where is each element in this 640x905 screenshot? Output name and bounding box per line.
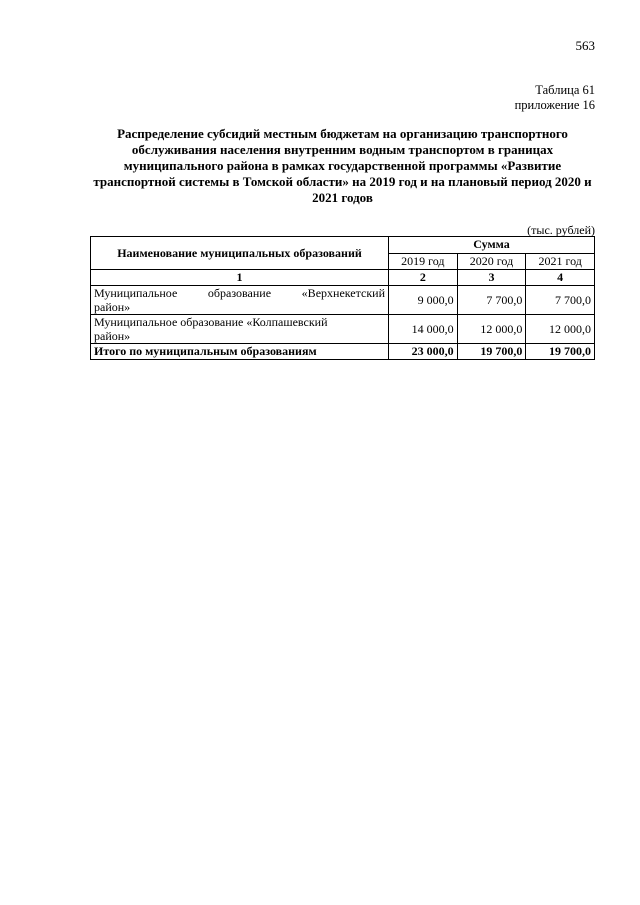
appendix-label: приложение 16 [514, 98, 595, 112]
column-number: 3 [457, 270, 526, 286]
header-year-2021: 2021 год [526, 253, 595, 270]
value-2021: 7 700,0 [526, 286, 595, 315]
column-number-row [91, 270, 595, 286]
header-sum: Сумма [389, 237, 595, 254]
value-2021: 12 000,0 [526, 315, 595, 344]
table-label: Таблица 61 [535, 83, 595, 97]
units-note: (тыс. рублей) [527, 223, 595, 237]
municipality-name [91, 315, 389, 344]
municipality-name-line: Муниципальное образование «Колпашевский [94, 315, 328, 329]
total-2021: 19 700,0 [526, 344, 595, 360]
column-number: 2 [389, 270, 458, 286]
subsidy-table [90, 236, 595, 360]
total-2019: 23 000,0 [389, 344, 458, 360]
municipality-name-line: район» [94, 329, 131, 343]
table-header-row [91, 237, 595, 254]
header-name: Наименование муниципальных образований [91, 237, 389, 270]
table-row [91, 286, 595, 315]
header-year-2020: 2020 год [457, 253, 526, 270]
value-2020: 12 000,0 [457, 315, 526, 344]
table-row [91, 315, 595, 344]
municipality-name-line: район» [94, 300, 131, 314]
document-title: Распределение субсидий местным бюджетам на организацию транспортного обслуживания населения внутренним водным транспортом в границах муниципального района в рамках государственной программы «Развитие транспортной системы в Томской области» на 2019 год и на плановый период 2020 и 2021 годов [93, 126, 592, 205]
header-year-2019: 2019 год [389, 253, 458, 270]
value-2019: 9 000,0 [389, 286, 458, 315]
municipality-name [91, 286, 389, 315]
value-2019: 14 000,0 [389, 315, 458, 344]
total-2020: 19 700,0 [457, 344, 526, 360]
column-number: 1 [91, 270, 389, 286]
total-label: Итого по муниципальным образованиям [91, 344, 389, 360]
table-caption [515, 83, 595, 113]
municipality-name-line: Муниципальное образование «Верхнекетский [94, 286, 386, 300]
page-number: 563 [575, 38, 595, 53]
column-number: 4 [526, 270, 595, 286]
total-row [91, 344, 595, 360]
value-2020: 7 700,0 [457, 286, 526, 315]
